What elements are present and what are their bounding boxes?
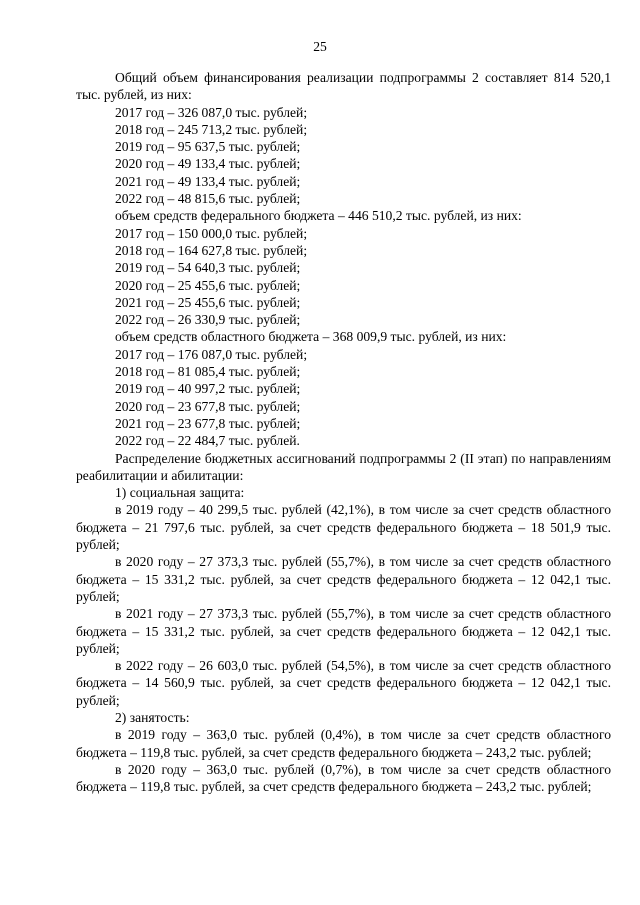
paragraph: Распределение бюджетных ассигнований подпрограммы 2 (II этап) по направлениям реабилитации и абилитации: — [76, 450, 611, 483]
paragraph: 2022 год – 22 484,7 тыс. рублей. — [115, 433, 300, 449]
paragraph: 2020 год – 23 677,8 тыс. рублей; — [115, 398, 301, 414]
paragraph: в 2021 году – 27 373,3 тыс. рублей (55,7%), в том числе за счет средств областного бюджета – 15 331,2 тыс. рублей, за счет средств федерального бюджета – 12 042,1 тыс. рублей; — [76, 606, 611, 656]
paragraph: 2021 год – 23 677,8 тыс. рублей; — [115, 415, 301, 431]
paragraph: 2) занятость: — [115, 709, 190, 725]
paragraph: 2019 год – 95 637,5 тыс. рублей; — [115, 139, 301, 155]
paragraph: 2022 год – 26 330,9 тыс. рублей; — [115, 312, 301, 328]
page-number: 25 — [313, 39, 327, 54]
paragraph: в 2019 году – 363,0 тыс. рублей (0,4%), в том числе за счет средств областного бюджета – 119,8 тыс. рублей, за счет средств федерального бюджета – 243,2 тыс. рублей; — [76, 727, 611, 760]
paragraph: в 2019 году – 40 299,5 тыс. рублей (42,1%), в том числе за счет средств областного бюджета – 21 797,6 тыс. рублей, за счет средств федерального бюджета – 18 501,9 тыс. рублей; — [76, 502, 611, 553]
paragraph: 2019 год – 54 640,3 тыс. рублей; — [115, 260, 301, 276]
paragraph: 2020 год – 25 455,6 тыс. рублей; — [115, 277, 301, 293]
paragraph: 1) социальная защита: — [115, 485, 245, 501]
paragraph: 2022 год – 48 815,6 тыс. рублей; — [115, 191, 301, 207]
paragraph: объем средств федерального бюджета – 446 510,2 тыс. рублей, из них: — [115, 208, 522, 224]
paragraph: 2019 год – 40 997,2 тыс. рублей; — [115, 381, 301, 397]
paragraph: 2017 год – 150 000,0 тыс. рублей; — [115, 225, 308, 241]
paragraph: в 2020 году – 27 373,3 тыс. рублей (55,7%), в том числе за счет средств областного бюджета – 15 331,2 тыс. рублей, за счет средств федерального бюджета – 12 042,1 тыс. рублей; — [76, 554, 611, 604]
paragraph: в 2020 году – 363,0 тыс. рублей (0,7%), в том числе за счет средств областного бюджета – 119,8 тыс. рублей, за счет средств федерального бюджета – 243,2 тыс. рублей; — [76, 761, 611, 795]
paragraph: 2021 год – 25 455,6 тыс. рублей; — [115, 294, 301, 310]
paragraph: 2017 год – 326 087,0 тыс. рублей; — [115, 104, 308, 120]
paragraph: 2018 год – 81 085,4 тыс. рублей; — [115, 364, 301, 380]
paragraph: 2020 год – 49 133,4 тыс. рублей; — [115, 156, 301, 172]
paragraph: в 2022 году – 26 603,0 тыс. рублей (54,5%), в том числе за счет средств областного бюджета – 14 560,9 тыс. рублей, за счет средств федерального бюджета – 12 042,1 тыс. рублей; — [76, 658, 611, 708]
paragraph: 2017 год – 176 087,0 тыс. рублей; — [115, 346, 308, 362]
paragraph: 2021 год – 49 133,4 тыс. рублей; — [115, 173, 301, 189]
paragraph: 2018 год – 245 713,2 тыс. рублей; — [115, 121, 308, 137]
paragraph: 2018 год – 164 627,8 тыс. рублей; — [115, 242, 308, 258]
paragraph: объем средств областного бюджета – 368 009,9 тыс. рублей, из них: — [115, 329, 507, 345]
document-body — [76, 69, 611, 795]
paragraph: Общий объем финансирования реализации подпрограммы 2 составляет 814 520,1 тыс. рублей, из них: — [76, 70, 611, 103]
